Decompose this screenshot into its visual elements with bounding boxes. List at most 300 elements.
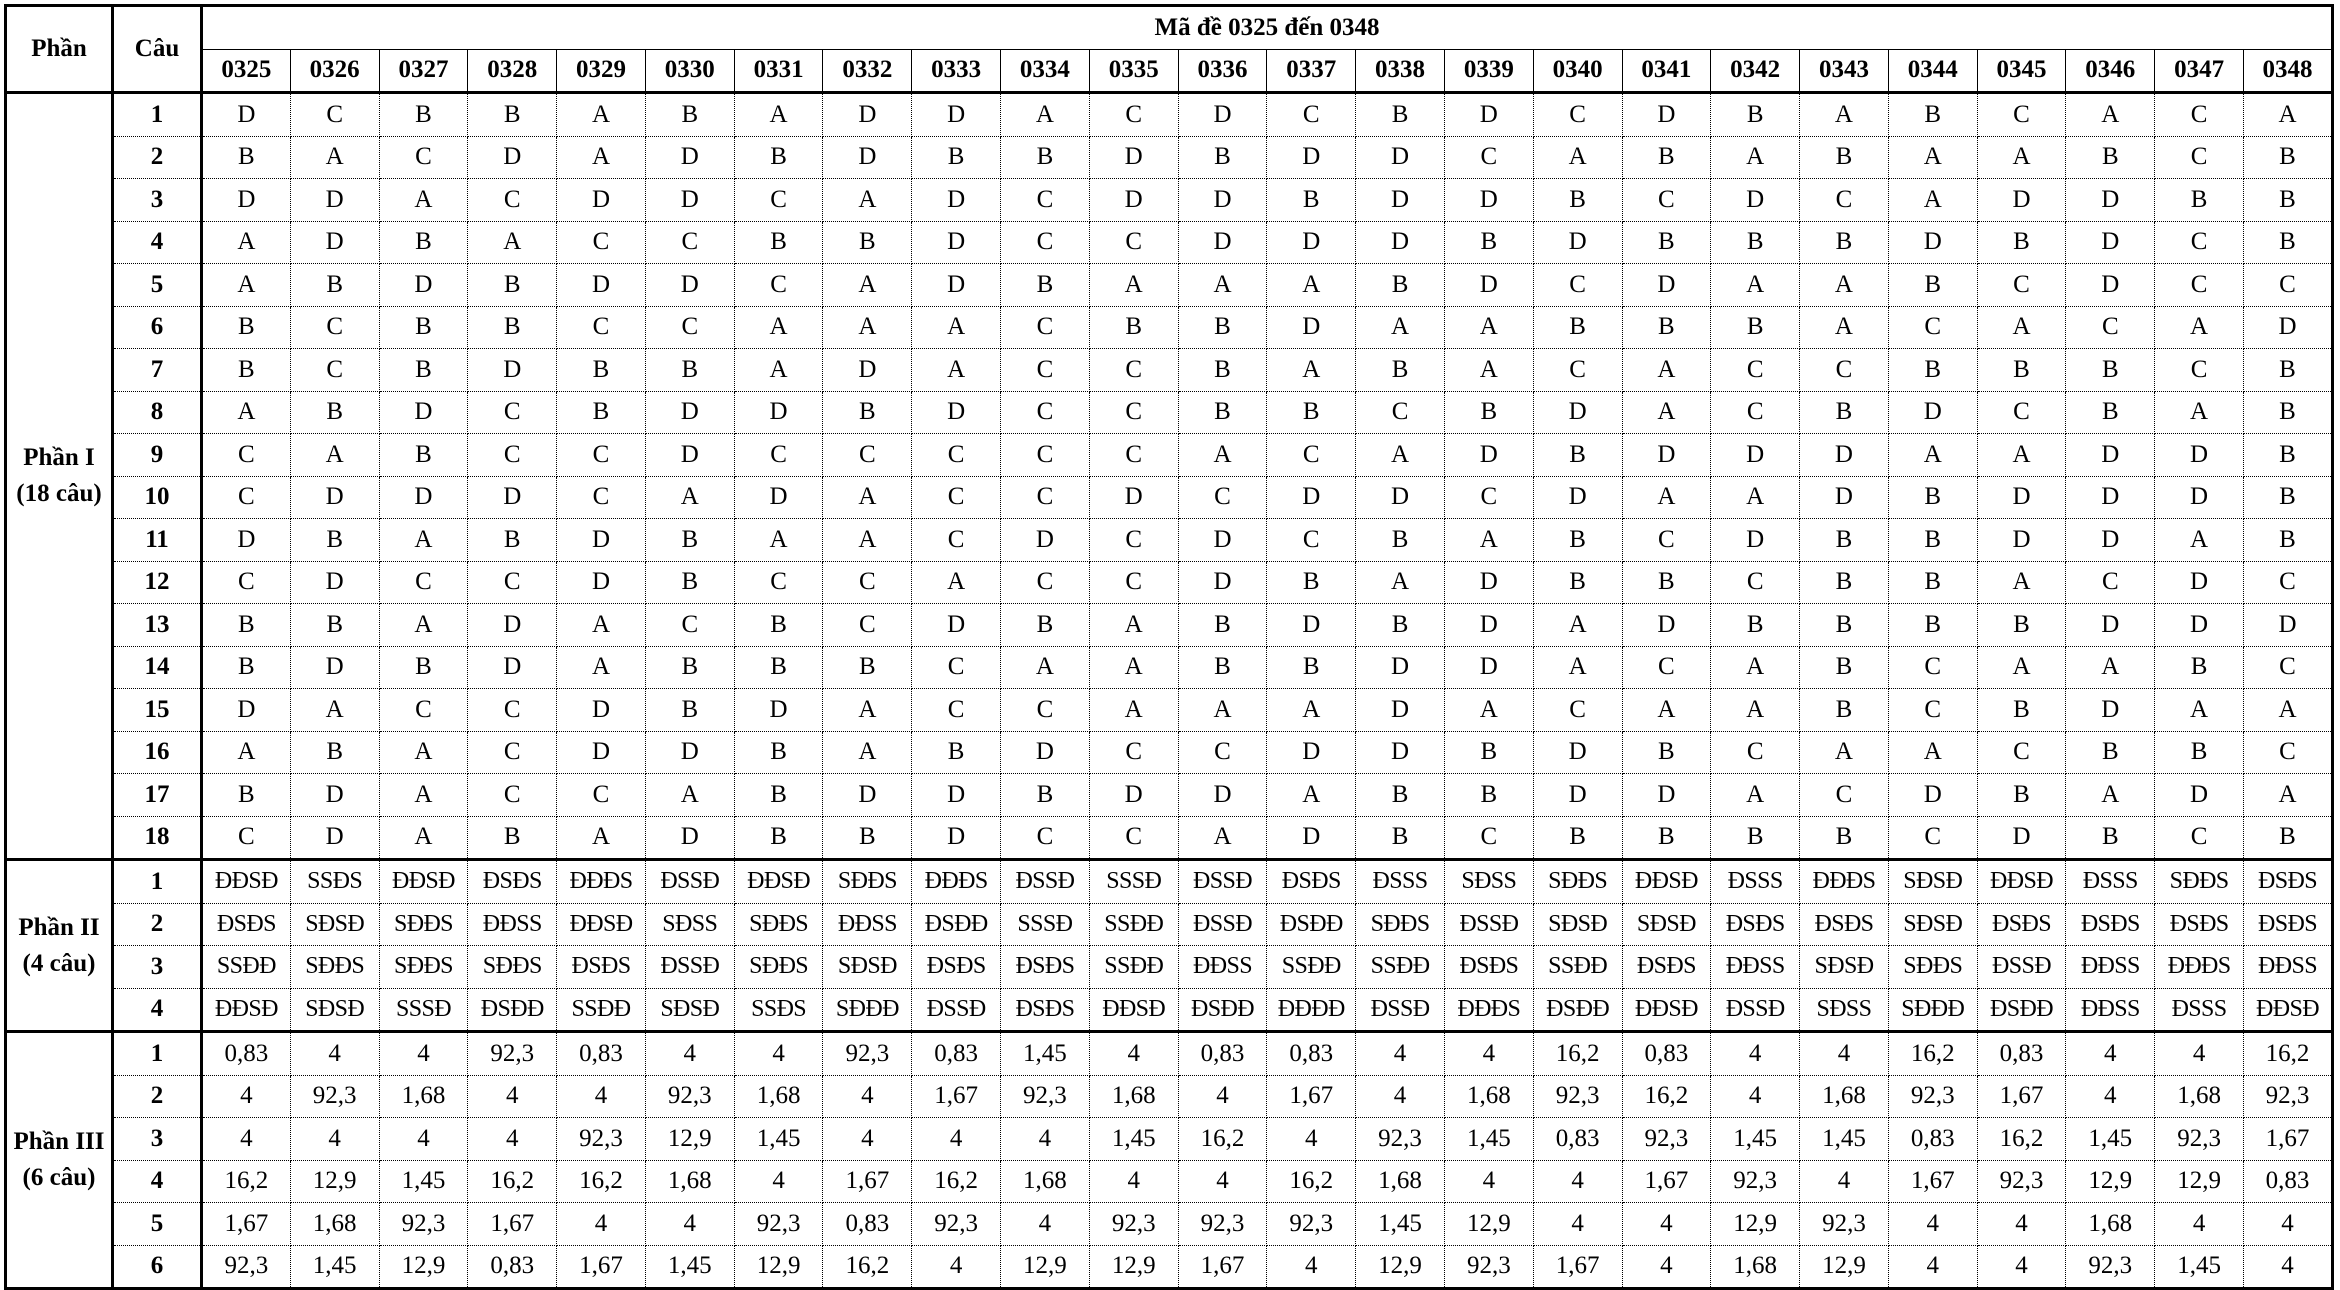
answer-cell: D — [645, 179, 734, 222]
answer-cell: ĐSĐS — [912, 946, 1001, 989]
question-number: 11 — [113, 519, 202, 562]
answer-cell: 1,67 — [468, 1203, 557, 1246]
answer-cell: C — [1001, 221, 1090, 264]
exam-code-header: 0348 — [2243, 49, 2332, 93]
answer-cell: B — [823, 221, 912, 264]
answer-cell: 4 — [1800, 1032, 1889, 1076]
answer-cell: A — [1444, 689, 1533, 732]
answer-cell: B — [1533, 179, 1622, 222]
answer-cell: 4 — [645, 1203, 734, 1246]
answer-cell: C — [912, 689, 1001, 732]
exam-code-header: 0343 — [1800, 49, 1889, 93]
exam-code-header: 0334 — [1001, 49, 1090, 93]
answer-cell: 4 — [202, 1118, 291, 1161]
answer-cell: D — [290, 816, 379, 860]
exam-code-range-title: Mã đề 0325 đến 0348 — [202, 6, 2333, 50]
answer-cell: B — [1888, 604, 1977, 647]
answer-cell: ĐĐĐĐ — [1267, 988, 1356, 1032]
answer-cell: A — [912, 349, 1001, 392]
answer-cell: 4 — [1267, 1118, 1356, 1161]
answer-cell: 4 — [1001, 1118, 1090, 1161]
answer-cell: C — [1533, 264, 1622, 307]
answer-cell: 4 — [1800, 1160, 1889, 1203]
answer-cell: A — [823, 179, 912, 222]
answer-cell: D — [468, 604, 557, 647]
answer-cell: 1,68 — [645, 1160, 734, 1203]
answer-cell: C — [1800, 349, 1889, 392]
answer-cell: C — [912, 646, 1001, 689]
answer-row — [6, 93, 2333, 137]
answer-cell: B — [1800, 561, 1889, 604]
answer-cell: A — [2066, 774, 2155, 817]
answer-cell: D — [2243, 306, 2332, 349]
answer-cell: B — [734, 604, 823, 647]
answer-cell: A — [1001, 646, 1090, 689]
answer-cell: 4 — [1977, 1203, 2066, 1246]
answer-cell: C — [1178, 731, 1267, 774]
answer-cell: C — [1533, 349, 1622, 392]
answer-cell: ĐĐSS — [823, 903, 912, 946]
answer-cell: ĐĐSĐ — [1622, 988, 1711, 1032]
answer-cell: ĐĐSĐ — [2243, 988, 2332, 1032]
answer-cell: D — [1089, 179, 1178, 222]
answer-cell: D — [290, 221, 379, 264]
answer-cell: 4 — [379, 1118, 468, 1161]
answer-cell: A — [1178, 264, 1267, 307]
answer-cell: 92,3 — [1178, 1203, 1267, 1246]
answer-cell: SĐSĐ — [1888, 860, 1977, 904]
answer-cell: A — [1089, 264, 1178, 307]
answer-cell: B — [290, 519, 379, 562]
answer-cell: B — [468, 306, 557, 349]
answer-cell: D — [2066, 689, 2155, 732]
answer-cell: A — [557, 93, 646, 137]
answer-cell: 4 — [1888, 1203, 1977, 1246]
answer-cell: B — [290, 604, 379, 647]
answer-cell: 16,2 — [823, 1245, 912, 1289]
answer-cell: B — [202, 604, 291, 647]
answer-cell: C — [1622, 646, 1711, 689]
answer-cell: A — [202, 391, 291, 434]
answer-cell: SĐSĐ — [290, 903, 379, 946]
answer-cell: B — [1178, 604, 1267, 647]
answer-cell: D — [1444, 264, 1533, 307]
answer-cell: B — [557, 349, 646, 392]
answer-cell: C — [468, 391, 557, 434]
answer-cell: 12,9 — [1356, 1245, 1445, 1289]
answer-cell: ĐĐĐS — [912, 860, 1001, 904]
answer-cell: A — [379, 179, 468, 222]
answer-cell: D — [1977, 519, 2066, 562]
answer-cell: C — [1001, 561, 1090, 604]
answer-cell: 1,67 — [823, 1160, 912, 1203]
answer-cell: D — [645, 731, 734, 774]
answer-cell: SSĐS — [734, 988, 823, 1032]
question-number: 5 — [113, 264, 202, 307]
answer-cell: D — [468, 646, 557, 689]
answer-cell: B — [1711, 604, 1800, 647]
answer-cell: 12,9 — [1001, 1245, 1090, 1289]
answer-cell: ĐSSĐ — [1356, 988, 1445, 1032]
answer-cell: B — [1622, 136, 1711, 179]
answer-row — [6, 774, 2333, 817]
answer-cell: D — [912, 221, 1001, 264]
answer-cell: ĐSĐĐ — [468, 988, 557, 1032]
answer-cell: 92,3 — [2243, 1075, 2332, 1118]
answer-cell: 1,67 — [1977, 1075, 2066, 1118]
answer-cell: 4 — [912, 1245, 1001, 1289]
answer-cell: B — [1977, 689, 2066, 732]
question-number: 14 — [113, 646, 202, 689]
answer-cell: D — [557, 731, 646, 774]
answer-cell: 1,67 — [1267, 1075, 1356, 1118]
answer-cell: B — [645, 519, 734, 562]
answer-cell: A — [1089, 646, 1178, 689]
answer-cell: ĐĐĐS — [1444, 988, 1533, 1032]
answer-cell: ĐĐSĐ — [202, 860, 291, 904]
answer-cell: B — [1711, 221, 1800, 264]
answer-cell: A — [912, 561, 1001, 604]
answer-cell: D — [468, 476, 557, 519]
answer-cell: B — [1089, 306, 1178, 349]
answer-cell: A — [1800, 93, 1889, 137]
answer-cell: C — [1533, 689, 1622, 732]
answer-row — [6, 349, 2333, 392]
answer-cell: D — [1622, 774, 1711, 817]
answer-cell: 1,68 — [1001, 1160, 1090, 1203]
answer-cell: B — [202, 774, 291, 817]
answer-cell: B — [1533, 816, 1622, 860]
answer-cell: B — [468, 93, 557, 137]
answer-cell: D — [557, 179, 646, 222]
question-number: 2 — [113, 136, 202, 179]
answer-cell: B — [1267, 179, 1356, 222]
answer-cell: C — [2066, 561, 2155, 604]
answer-cell: 92,3 — [1711, 1160, 1800, 1203]
answer-row — [6, 1032, 2333, 1076]
answer-cell: D — [1444, 434, 1533, 477]
exam-code-header: 0332 — [823, 49, 912, 93]
answer-cell: A — [734, 93, 823, 137]
answer-cell: D — [379, 391, 468, 434]
answer-cell: ĐSĐS — [1444, 946, 1533, 989]
answer-cell: D — [823, 774, 912, 817]
answer-cell: SSĐĐ — [1533, 946, 1622, 989]
answer-cell: C — [2243, 561, 2332, 604]
answer-cell: 4 — [1711, 1075, 1800, 1118]
answer-cell: C — [1178, 476, 1267, 519]
exam-code-header: 0347 — [2155, 49, 2244, 93]
answer-cell: A — [1178, 434, 1267, 477]
answer-row — [6, 816, 2333, 860]
answer-cell: D — [1356, 646, 1445, 689]
answer-cell: 16,2 — [1977, 1118, 2066, 1161]
answer-cell: D — [1178, 774, 1267, 817]
answer-cell: A — [1533, 646, 1622, 689]
answer-cell: C — [2243, 731, 2332, 774]
answer-cell: B — [290, 264, 379, 307]
exam-code-header: 0333 — [912, 49, 1001, 93]
answer-cell: A — [1888, 179, 1977, 222]
answer-cell: C — [1800, 179, 1889, 222]
answer-cell: A — [2155, 519, 2244, 562]
answer-row — [6, 434, 2333, 477]
answer-cell: B — [379, 221, 468, 264]
answer-row — [6, 1245, 2333, 1289]
answer-cell: C — [912, 519, 1001, 562]
answer-cell: A — [1800, 264, 1889, 307]
exam-code-header: 0338 — [1356, 49, 1445, 93]
question-number: 4 — [113, 988, 202, 1032]
answer-cell: C — [2243, 646, 2332, 689]
answer-cell: D — [2066, 221, 2155, 264]
answer-cell: B — [379, 306, 468, 349]
answer-cell: A — [1267, 689, 1356, 732]
answer-cell: C — [645, 604, 734, 647]
answer-cell: 92,3 — [1800, 1203, 1889, 1246]
answer-cell: D — [1178, 221, 1267, 264]
answer-cell: A — [1533, 136, 1622, 179]
answer-cell: B — [1356, 519, 1445, 562]
answer-cell: ĐSĐS — [1001, 988, 1090, 1032]
answer-cell: SĐĐS — [2155, 860, 2244, 904]
answer-cell: 92,3 — [1267, 1203, 1356, 1246]
answer-cell: SĐSĐ — [1800, 946, 1889, 989]
answer-cell: B — [202, 349, 291, 392]
answer-cell: 92,3 — [1622, 1118, 1711, 1161]
answer-cell: B — [645, 646, 734, 689]
answer-cell: B — [1888, 561, 1977, 604]
answer-cell: B — [1800, 391, 1889, 434]
answer-cell: SSĐĐ — [1089, 946, 1178, 989]
answer-cell: A — [1888, 136, 1977, 179]
answer-cell: ĐĐĐS — [2155, 946, 2244, 989]
answer-cell: B — [1001, 604, 1090, 647]
answer-cell: D — [1356, 221, 1445, 264]
answer-cell: A — [1888, 434, 1977, 477]
question-number: 13 — [113, 604, 202, 647]
answer-cell: D — [2155, 434, 2244, 477]
answer-cell: A — [2155, 391, 2244, 434]
answer-cell: 16,2 — [1622, 1075, 1711, 1118]
answer-cell: ĐSĐS — [2155, 903, 2244, 946]
question-number: 1 — [113, 93, 202, 137]
answer-cell: 0,83 — [1888, 1118, 1977, 1161]
answer-cell: B — [2066, 816, 2155, 860]
answer-cell: B — [645, 689, 734, 732]
answer-cell: D — [1178, 179, 1267, 222]
exam-code-header: 0328 — [468, 49, 557, 93]
answer-cell: SSĐĐ — [1267, 946, 1356, 989]
answer-row — [6, 1118, 2333, 1161]
answer-cell: 92,3 — [1888, 1075, 1977, 1118]
answer-cell: A — [1356, 306, 1445, 349]
answer-cell: 1,45 — [1356, 1203, 1445, 1246]
answer-cell: 92,3 — [468, 1032, 557, 1076]
answer-cell: ĐSSĐ — [1711, 988, 1800, 1032]
answer-cell: D — [2155, 476, 2244, 519]
answer-cell: A — [557, 816, 646, 860]
answer-cell: B — [912, 136, 1001, 179]
answer-cell: C — [1711, 561, 1800, 604]
answer-cell: 1,45 — [2066, 1118, 2155, 1161]
answer-cell: 0,83 — [202, 1032, 291, 1076]
answer-cell: A — [1444, 349, 1533, 392]
answer-cell: D — [823, 136, 912, 179]
answer-cell: A — [1711, 476, 1800, 519]
answer-cell: C — [1711, 391, 1800, 434]
answer-cell: D — [290, 476, 379, 519]
answer-cell: C — [823, 434, 912, 477]
answer-cell: A — [290, 689, 379, 732]
answer-cell: ĐSĐS — [202, 903, 291, 946]
answer-cell: A — [202, 264, 291, 307]
answer-cell: B — [468, 519, 557, 562]
answer-cell: A — [379, 774, 468, 817]
answer-cell: 12,9 — [1800, 1245, 1889, 1289]
answer-cell: D — [1622, 264, 1711, 307]
answer-cell: D — [1888, 774, 1977, 817]
answer-cell: A — [823, 689, 912, 732]
answer-cell: ĐSSĐ — [1977, 946, 2066, 989]
answer-cell: D — [1533, 476, 1622, 519]
answer-cell: A — [1444, 519, 1533, 562]
answer-row — [6, 731, 2333, 774]
answer-cell: B — [1533, 519, 1622, 562]
answer-key-sheet — [4, 4, 2334, 1290]
answer-cell: 16,2 — [912, 1160, 1001, 1203]
answer-cell: A — [468, 221, 557, 264]
exam-code-header: 0335 — [1089, 49, 1178, 93]
answer-cell: C — [468, 561, 557, 604]
answer-cell: 1,68 — [290, 1203, 379, 1246]
answer-cell: ĐĐSS — [2066, 988, 2155, 1032]
answer-cell: 1,68 — [2066, 1203, 2155, 1246]
answer-cell: D — [1267, 221, 1356, 264]
answer-cell: 16,2 — [1533, 1032, 1622, 1076]
answer-cell: 4 — [734, 1160, 823, 1203]
answer-key-table — [4, 4, 2334, 1290]
answer-cell: A — [290, 434, 379, 477]
answer-cell: A — [1267, 349, 1356, 392]
answer-cell: B — [1356, 93, 1445, 137]
answer-cell: SĐĐS — [734, 946, 823, 989]
answer-cell: ĐĐĐS — [557, 860, 646, 904]
answer-cell: 4 — [823, 1075, 912, 1118]
answer-cell: C — [1533, 93, 1622, 137]
answer-cell: B — [1533, 306, 1622, 349]
answer-cell: D — [912, 604, 1001, 647]
answer-cell: C — [557, 774, 646, 817]
answer-cell: 4 — [1444, 1160, 1533, 1203]
question-number: 8 — [113, 391, 202, 434]
answer-cell: SSĐĐ — [1089, 903, 1178, 946]
answer-cell: ĐSĐS — [2243, 860, 2332, 904]
answer-cell: B — [1267, 646, 1356, 689]
answer-cell: C — [1444, 136, 1533, 179]
question-number: 10 — [113, 476, 202, 519]
answer-cell: 92,3 — [2155, 1118, 2244, 1161]
answer-cell: C — [202, 816, 291, 860]
answer-cell: C — [468, 434, 557, 477]
answer-cell: ĐSĐĐ — [1977, 988, 2066, 1032]
answer-cell: 92,3 — [557, 1118, 646, 1161]
answer-cell: B — [823, 646, 912, 689]
answer-cell: ĐĐSĐ — [1622, 860, 1711, 904]
exam-code-header: 0329 — [557, 49, 646, 93]
answer-cell: B — [2243, 434, 2332, 477]
answer-cell: 0,83 — [1977, 1032, 2066, 1076]
answer-cell: 4 — [2155, 1203, 2244, 1246]
answer-row — [6, 1160, 2333, 1203]
answer-cell: 4 — [1356, 1075, 1445, 1118]
answer-cell: 92,3 — [379, 1203, 468, 1246]
answer-cell: 92,3 — [1977, 1160, 2066, 1203]
answer-cell: A — [557, 136, 646, 179]
question-number: 3 — [113, 1118, 202, 1161]
answer-cell: A — [1089, 689, 1178, 732]
answer-cell: B — [2066, 391, 2155, 434]
answer-cell: 0,83 — [557, 1032, 646, 1076]
answer-cell: C — [1089, 349, 1178, 392]
answer-cell: C — [468, 774, 557, 817]
answer-cell: 92,3 — [912, 1203, 1001, 1246]
answer-cell: C — [645, 221, 734, 264]
answer-cell: D — [2155, 604, 2244, 647]
answer-cell: D — [1800, 434, 1889, 477]
answer-cell: 1,67 — [2243, 1118, 2332, 1161]
answer-cell: B — [1178, 646, 1267, 689]
answer-cell: ĐSSS — [2155, 988, 2244, 1032]
answer-cell: D — [1533, 774, 1622, 817]
answer-cell: B — [1800, 221, 1889, 264]
question-number: 3 — [113, 946, 202, 989]
exam-code-header: 0326 — [290, 49, 379, 93]
answer-rows — [6, 93, 2333, 1289]
answer-cell: 4 — [557, 1203, 646, 1246]
answer-cell: A — [290, 136, 379, 179]
answer-cell: SĐĐS — [1533, 860, 1622, 904]
answer-cell: D — [1178, 519, 1267, 562]
part-column-header: Phần — [6, 6, 113, 93]
answer-cell: B — [1711, 93, 1800, 137]
answer-cell: A — [734, 349, 823, 392]
answer-cell: A — [2155, 689, 2244, 732]
answer-cell: 1,45 — [1444, 1118, 1533, 1161]
answer-cell: C — [734, 264, 823, 307]
answer-cell: D — [1533, 731, 1622, 774]
answer-cell: C — [2155, 264, 2244, 307]
answer-cell: A — [1977, 434, 2066, 477]
answer-cell: D — [468, 136, 557, 179]
answer-row — [6, 221, 2333, 264]
answer-cell: B — [1977, 604, 2066, 647]
answer-cell: C — [1089, 93, 1178, 137]
answer-cell: A — [734, 519, 823, 562]
exam-code-header-row — [6, 49, 2333, 93]
answer-cell: ĐSSS — [1711, 860, 1800, 904]
answer-cell: B — [1800, 604, 1889, 647]
question-number: 6 — [113, 306, 202, 349]
answer-cell: ĐĐSS — [1711, 946, 1800, 989]
answer-cell: D — [2243, 604, 2332, 647]
answer-cell: D — [290, 179, 379, 222]
answer-cell: B — [1178, 349, 1267, 392]
answer-cell: ĐSSĐ — [1001, 860, 1090, 904]
answer-cell: SĐĐĐ — [823, 988, 912, 1032]
answer-cell: 1,67 — [202, 1203, 291, 1246]
answer-cell: 4 — [2066, 1075, 2155, 1118]
